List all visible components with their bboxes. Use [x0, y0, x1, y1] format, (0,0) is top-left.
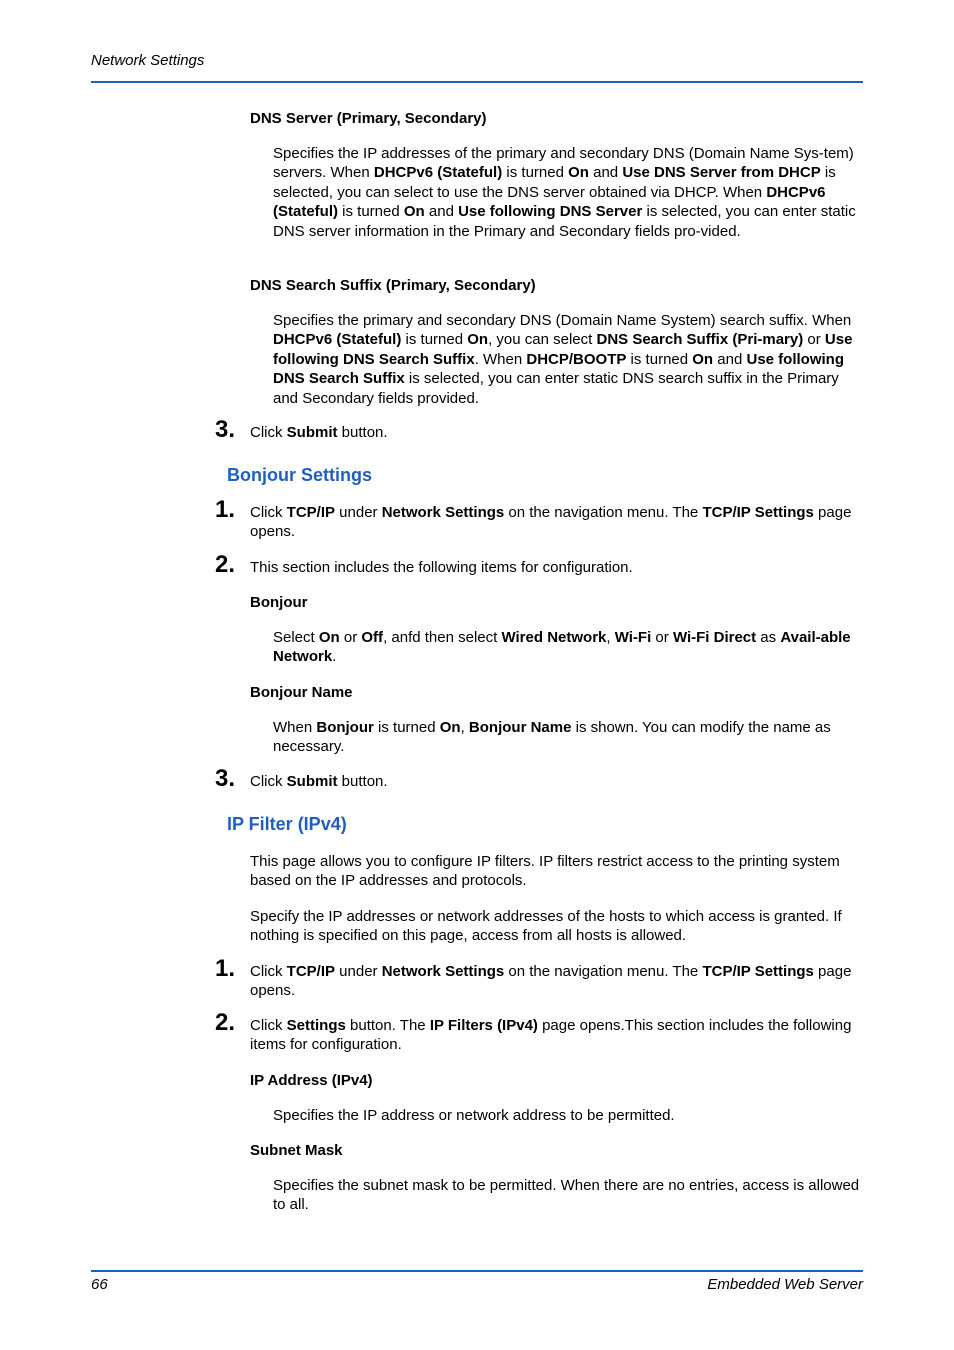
step-number: 3.	[215, 416, 236, 443]
dns-suffix-heading: DNS Search Suffix (Primary, Secondary)	[250, 277, 536, 294]
section-title-bonjour: Bonjour Settings	[227, 465, 372, 485]
ip-filter-note: Specify the IP addresses or network addresses of the hosts to which access is granted. If nothing is specified on this page, access from all hosts is allowed.	[250, 908, 842, 945]
page-number: 66	[91, 1276, 108, 1293]
bonjour-description: Select On or Off, anfd then select Wired Network, Wi-Fi or Wi-Fi Direct as Avail-able Network.	[273, 629, 851, 666]
bonjour-heading: Bonjour	[250, 594, 308, 611]
footer-rule	[91, 1270, 863, 1272]
step-text: Click Submit button.	[250, 424, 388, 441]
step-text: Click TCP/IP under Network Settings on the navigation menu. The TCP/IP Settings page opens.	[250, 963, 852, 1000]
step-number: 1.	[215, 496, 236, 523]
subnet-mask-description: Specifies the subnet mask to be permitted. When there are no entries, access is allowed to all.	[273, 1177, 860, 1214]
step-text: Click Submit button.	[250, 773, 388, 790]
step-number: 2.	[215, 1009, 236, 1036]
dns-server-heading: DNS Server (Primary, Secondary)	[250, 110, 487, 127]
bonjour-name-heading: Bonjour Name	[250, 684, 353, 701]
step-number: 3.	[215, 765, 236, 792]
subnet-mask-heading: Subnet Mask	[250, 1142, 343, 1159]
ip-address-description: Specifies the IP address or network address to be permitted.	[273, 1107, 675, 1124]
dns-server-description: Specifies the IP addresses of the primary and secondary DNS (Domain Name Sys-tem) servers. When DHCPv6 (Stateful) is turned On and Use DNS Server from DHCP is selected, you can select to use the DNS server obtained via DHCP. When DHCPv6 (Stateful) is turned On and Use following DNS Server is selected, you can enter static DNS server information in the Primary and Secondary fields pro-vided.	[273, 145, 856, 240]
step-text: This section includes the following items for configuration.	[250, 559, 633, 576]
step-number: 2.	[215, 551, 236, 578]
step-number: 1.	[215, 955, 236, 982]
dns-suffix-description: Specifies the primary and secondary DNS (Domain Name System) search suffix. When DHCPv6 (Stateful) is turned On, you can select DNS Search Suffix (Pri-mary) or Use following DNS Search Suffix. When DHCP/BOOTP is turned On and Use following DNS Search Suffix is selected, you can enter static DNS search suffix in the Primary and Secondary fields provided.	[273, 312, 853, 407]
document-title: Embedded Web Server	[707, 1276, 863, 1293]
bonjour-name-description: When Bonjour is turned On, Bonjour Name is shown. You can modify the name as necessary.	[273, 719, 831, 756]
step-text: Click TCP/IP under Network Settings on the navigation menu. The TCP/IP Settings page opens.	[250, 504, 852, 541]
ip-address-heading: IP Address (IPv4)	[250, 1072, 373, 1089]
ip-filter-intro: This page allows you to configure IP filters. IP filters restrict access to the printing system based on the IP addresses and protocols.	[250, 853, 840, 890]
step-text: Click Settings button. The IP Filters (IPv4) page opens.This section includes the following items for configuration.	[250, 1017, 852, 1054]
header-rule	[91, 81, 863, 83]
running-header: Network Settings	[91, 52, 205, 69]
section-title-ip-filter: IP Filter (IPv4)	[227, 814, 347, 834]
